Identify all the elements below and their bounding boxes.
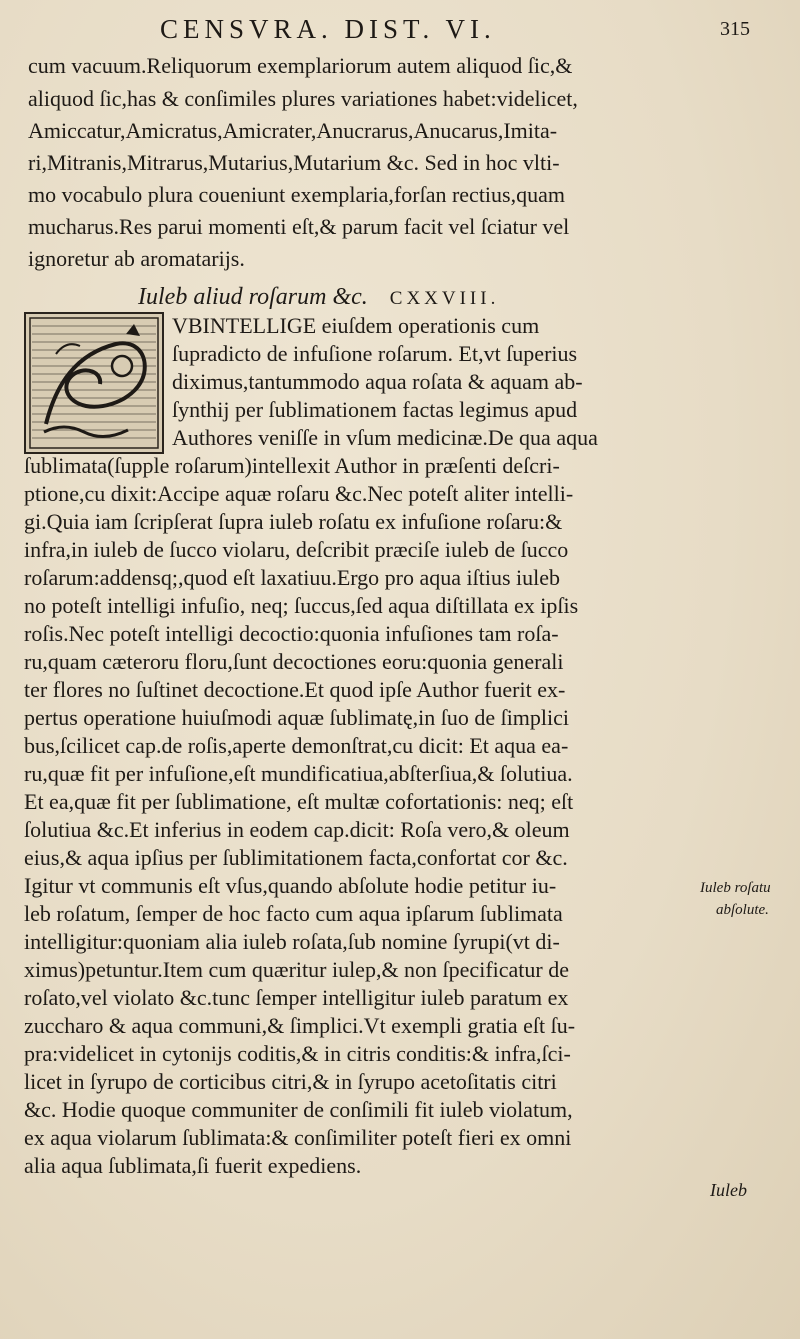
- text-line: no poteſt intelligi infuſio, neq; ſuccus,ſed aqua diſtillata ex ipſis: [24, 593, 579, 618]
- catchword: Iuleb: [710, 1180, 747, 1200]
- text-line: Igitur vt communis eſt vſus,quando abſolute hodie petitur iu-: [24, 873, 557, 898]
- text-line: roſarum:addensq;,quod eſt laxatiuu.Ergo pro aqua iſtius iuleb: [24, 565, 561, 590]
- page-number: 315: [720, 18, 750, 40]
- text-line: ignoretur ab aromatarijs.: [28, 246, 245, 271]
- text-line: &c. Hodie quoque communiter de conſimili fit iuleb violatum,: [24, 1097, 573, 1122]
- page-header: [0, 8, 800, 48]
- text-line: ſynthij per ſublimationem factas legimus apud: [172, 397, 578, 422]
- text-line: zuccharo & aqua communi,& ſimplici.Vt exempli gratia eſt ſu-: [24, 1013, 576, 1038]
- decorated-initial-woodcut: [24, 312, 164, 454]
- text-line: aliquod ſic,has & conſimiles plures variationes habet:videlicet,: [28, 86, 578, 111]
- text-line: pra:videlicet in cytonijs coditis,& in citris conditis:& infra,ſci-: [24, 1041, 571, 1066]
- text-line: licet in ſyrupo de corticibus citri,& in ſyrupo acetoſitatis citri: [24, 1069, 557, 1094]
- text-line: roſato,vel violato &c.tunc ſemper intelligitur iuleb paratum ex: [24, 985, 569, 1010]
- text-line: ptione,cu dixit:Accipe aquæ roſaru &c.Nec poteſt aliter intelli-: [24, 481, 574, 506]
- text-line: bus,ſcilicet cap.de roſis,aperte demonſtrat,cu dicit: Et aqua ea-: [24, 733, 569, 758]
- text-line: Et ea,quæ fit per ſublimatione, eſt multæ cofortationis: neq; eſt: [24, 789, 574, 814]
- text-line: ter flores no ſuſtinet decoctione.Et quod ipſe Author fuerit ex-: [24, 677, 566, 702]
- text-line: cum vacuum.Reliquorum exemplariorum autem aliquod ſic,&: [28, 53, 573, 78]
- text-line: gi.Quia iam ſcripſerat ſupra iuleb roſatu ex infuſione roſaru:&: [24, 509, 563, 534]
- text-line: infra,in iuleb de ſucco violaru, deſcribit præciſe iuleb de ſucco: [24, 537, 569, 562]
- text-line: intelligitur:quoniam alia iuleb roſata,ſub nomine ſyrupi(vt di-: [24, 929, 560, 954]
- text-line: ex aqua violarum ſublimata:& conſimiliter poteſt fieri ex omni: [24, 1125, 572, 1150]
- section-heading: [138, 284, 499, 311]
- text-line: Authores veniſſe in vſum medicinæ.De qua aqua: [172, 425, 598, 450]
- section-title: Iuleb aliud roſarum: [138, 284, 327, 310]
- marginal-note: Iuleb roſatu: [700, 880, 771, 896]
- text-line: pertus operatione huiuſmodi aquæ ſublimatę,in ſuo de ſimplici: [24, 705, 570, 730]
- text-line: ximus)petuntur.Item cum quæritur iulep,& non ſpecificatur de: [24, 957, 569, 982]
- text-line: VBINTELLIGE eiuſdem operationis cum: [172, 313, 540, 338]
- text-line: diximus,tantummodo aqua roſata & aquam ab-: [172, 369, 583, 394]
- section-title-etc: &c.: [332, 284, 368, 310]
- text-line: leb roſatum, ſemper de hoc facto cum aqua ipſarum ſublimata: [24, 901, 563, 926]
- text-line: ru,quæ fit per infuſione,eſt mundificatiua,abſterſiua,& ſolutiua.: [24, 761, 573, 786]
- text-line: ſupradicto de infuſione roſarum. Et,vt ſuperius: [172, 341, 578, 366]
- woodcut-illustration: [26, 314, 162, 452]
- text-line: alia aqua ſublimata,ſi fuerit expediens.: [24, 1153, 362, 1178]
- text-line: roſis.Nec poteſt intelligi decoctio:quonia infuſiones tam roſa-: [24, 621, 559, 646]
- text-line: ſolutiua &c.Et inferius in eodem cap.dicit: Roſa vero,& oleum: [24, 817, 570, 842]
- text-line: ri,Mitranis,Mitrarus,Mutarius,Mutarium &c. Sed in hoc vlti-: [28, 150, 560, 175]
- text-line: ru,quam cæteroru floru,ſunt decoctiones eoru:quonia generali: [24, 649, 564, 674]
- marginal-note: abſolute.: [716, 902, 769, 918]
- text-line: Amiccatur,Amicratus,Amicrater,Anucrarus,Anucarus,Imita-: [28, 118, 558, 143]
- running-title: CENSVRA. DIST. VI.: [160, 14, 496, 44]
- text-line: ſublimata(ſupple roſarum)intellexit Author in præſenti deſcri-: [24, 453, 560, 478]
- text-line: eius,& aqua ipſius per ſublimitationem facta,confortat cor &c.: [24, 845, 568, 870]
- text-line: mo vocabulo plura coueniunt exemplaria,forſan rectius,quam: [28, 182, 565, 207]
- section-number: CXXVIII.: [389, 288, 500, 309]
- text-line: mucharus.Res parui momenti eſt,& parum facit vel ſciatur vel: [28, 214, 570, 239]
